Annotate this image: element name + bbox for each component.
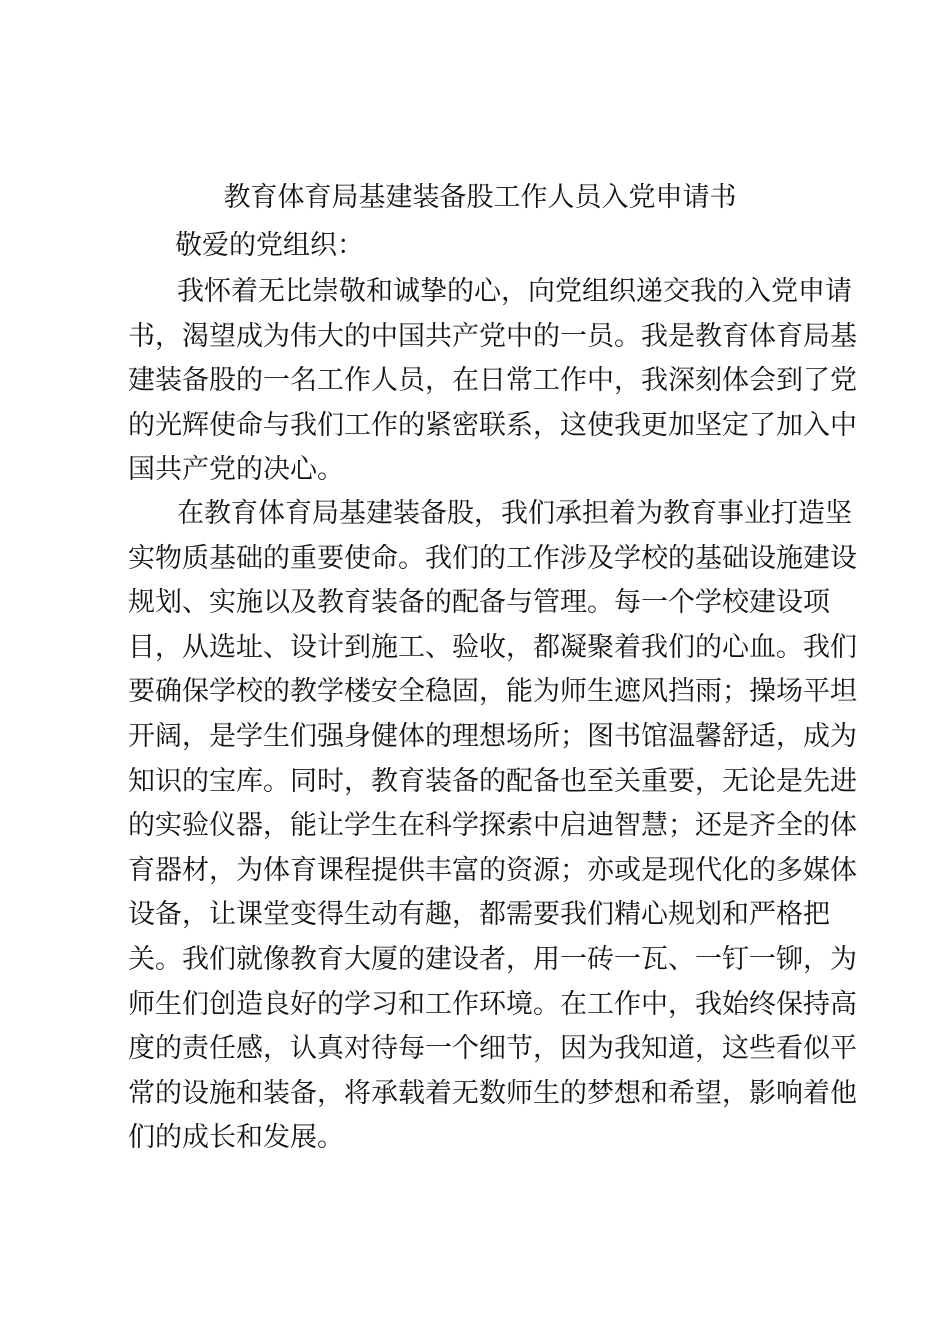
paragraph-1 xyxy=(128,270,857,493)
text-line: 建装备股的一名工作人员，在日常工作中，我深刻体会到了党 xyxy=(128,365,857,397)
text-line: 开阔，是学生们强身健体的理想场所；图书馆温馨舒适，成为 xyxy=(128,720,857,752)
text-line: 们的成长和发展。 xyxy=(128,1122,344,1154)
text-line: 规划、实施以及教育装备的配备与管理。每一个学校建设项 xyxy=(128,587,830,619)
text-line: 关。我们就像教育大厦的建设者，用一砖一瓦、一钉一铆，为 xyxy=(128,943,857,975)
text-line: 书，渴望成为伟大的中国共产党中的一员。我是教育体育局基 xyxy=(128,320,857,352)
paragraph-2 xyxy=(128,492,857,1161)
text-line: 目，从选址、设计到施工、验收，都凝聚着我们的心血。我们 xyxy=(128,631,857,663)
text-line: 度的责任感，认真对待每一个细节，因为我知道，这些看似平 xyxy=(128,1033,857,1065)
text-line: 国共产党的决心。 xyxy=(128,454,344,486)
text-line: 的光辉使命与我们工作的紧密联系，这使我更加坚定了加入中 xyxy=(128,409,857,441)
text-line: 要确保学校的教学楼安全稳固，能为师生遮风挡雨；操场平坦 xyxy=(128,676,857,708)
text-line: 师生们创造良好的学习和工作环境。在工作中，我始终保持高 xyxy=(128,988,857,1020)
text-line: 常的设施和装备，将承载着无数师生的梦想和希望，影响着他 xyxy=(128,1077,857,1109)
text-line: 的实验仪器，能让学生在科学探索中启迪智慧；还是齐全的体 xyxy=(128,810,857,842)
salutation: 敬爱的党组织： xyxy=(175,230,364,261)
text-line: 育器材，为体育课程提供丰富的资源；亦或是现代化的多媒体 xyxy=(128,854,857,886)
document-title: 教育体育局基建装备股工作人员入党申请书 xyxy=(223,182,737,213)
text-line: 实物质基础的重要使命。我们的工作涉及学校的基础设施建设 xyxy=(128,542,857,574)
text-line: 我怀着无比崇敬和诚挚的心，向党组织递交我的入党申请 xyxy=(177,276,852,307)
text-line: 在教育体育局基建装备股，我们承担着为教育事业打造坚 xyxy=(177,498,852,529)
text-line: 知识的宝库。同时，教育装备的配备也至关重要，无论是先进 xyxy=(128,765,857,797)
text-line: 设备，让课堂变得生动有趣，都需要我们精心规划和严格把 xyxy=(128,899,830,931)
